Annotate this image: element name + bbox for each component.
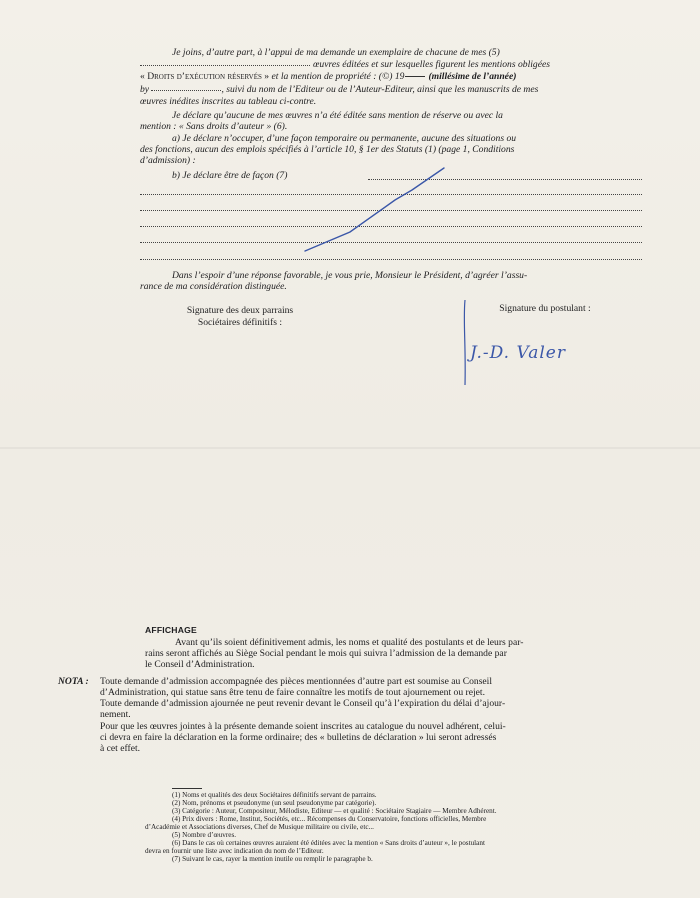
propriete-mention: et la mention de propriété : (©) 19: [271, 71, 405, 82]
affichage-line3: le Conseil d’Administration.: [145, 659, 255, 670]
footnote-2: (2) Nom, prénoms et pseudonyme (un seul pseudonyme par catégorie).: [172, 799, 377, 807]
parrains-label-line2: Sociétaires définitifs :: [197, 316, 283, 328]
footnote-6-cont: devra en fournir une liste avec indication du nom de l’Editeur.: [145, 847, 324, 855]
parrains-label-line1: Signature des deux parrains: [186, 305, 294, 316]
millesime-note: (millésime de l’année): [428, 71, 517, 82]
postulant-signature-label: Signature du postulant :: [499, 303, 591, 314]
footnote-4: (4) Prix divers : Rome, Institut, Sociétés, etc... Récompenses du Conservatoire, fonctions officielles, Membre: [172, 815, 487, 823]
footnote-5: (5) Nombre d’œuvres.: [172, 831, 237, 839]
para2-line1: Je déclare qu’aucune de mes œuvres n’a été éditée sans mention de réserve ou avec la: [172, 110, 503, 121]
signature-vertical-stroke: [464, 300, 465, 385]
footnote-1: (1) Noms et qualités des deux Sociétaires définitifs servant de parrains.: [172, 791, 377, 799]
nota-line3: Toute demande d’admission ajournée ne peut revenir devant le Conseil qu’à l’expiration du délai d’ajour-: [100, 698, 506, 709]
nota-line1: Toute demande d’admission accompagnée des pièces mentionnées d’autre part est soumise au Conseil: [100, 676, 493, 687]
nota-line4: nement.: [100, 709, 131, 720]
para2-line2: mention : « Sans droits d’auteur » (6).: [140, 121, 288, 132]
by-label: by: [140, 84, 150, 95]
para5-line2: rance de ma considération distinguée.: [140, 281, 287, 292]
postulant-signature: J.-D. Valer: [470, 343, 566, 363]
affichage-heading: AFFICHAGE: [145, 625, 197, 635]
para4-text: b) Je déclare être de façon (7): [172, 170, 288, 181]
affichage-line1: Avant qu’ils soient définitivement admis, les noms et qualité des postulants et de leurs par-: [175, 637, 524, 648]
para3-line3: d’admission) :: [140, 155, 196, 166]
footnote-7: (7) Suivant le cas, rayer la mention inutile ou remplir le paragraphe b.: [172, 855, 373, 863]
nota-line7: à cet effet.: [100, 743, 141, 754]
para1-line2-text: œuvres éditées et sur lesquelles figurent les mentions obligées: [313, 59, 550, 70]
nota-label: NOTA :: [58, 676, 89, 687]
para3-line1: a) Je déclare n’occuper, d’une façon temporaire ou permanente, aucune des situations ou: [172, 133, 517, 144]
footnote-rule: [172, 788, 202, 789]
footnote-6: (6) Dans le cas où certaines œuvres auraient été éditées avec la mention « Sans droits d’auteur », le postulant: [172, 839, 485, 847]
strike-through-stroke: [305, 168, 444, 251]
para1-line4-text: , suivi du nom de l’Editeur ou de l’Auteur-Editeur, ainsi que les manuscrits de mes: [221, 84, 539, 95]
affichage-line2: rains seront affichés au Siège Social pendant le mois qui suivra l’admission de la demande par: [145, 648, 507, 659]
nota-line5: Pour que les œuvres jointes à la présente demande soient inscrites au catalogue du nouvel adhérent, celui-: [100, 721, 506, 732]
para1-line1: Je joins, d’autre part, à l’appui de ma demande un exemplaire de chacune de mes (5): [172, 47, 500, 58]
para5-line1: Dans l’espoir d’une réponse favorable, je vous prie, Monsieur le Président, d’agréer l’assu-: [172, 270, 528, 281]
para3-line2: des fonctions, aucun des emplois spécifiés à l’article 10, § 1er des Statuts (1) (page 1, Conditions: [140, 144, 515, 155]
para1-line5: œuvres inédites inscrites au tableau ci-contre.: [140, 96, 317, 107]
footnote-4-cont: d’Académie et Associations diverses, Chef de Musique militaire ou civile, etc...: [145, 823, 374, 831]
nota-line2: d’Administration, qui statue sans être tenu de faire connaître les motifs de tout ajournement ou rejet.: [100, 687, 485, 698]
footnote-3: (3) Catégorie : Auteur, Compositeur, Mélodiste, Editeur — et qualité : Sociétaire Stagiaire — Membre Adhérent.: [172, 807, 497, 815]
droits-mention: « Droits d’exécution réservés »: [140, 71, 270, 82]
nota-line6: ci devra en faire la déclaration en la forme ordinaire; des « bulletins de déclaration » lui seront adressés: [100, 732, 497, 743]
